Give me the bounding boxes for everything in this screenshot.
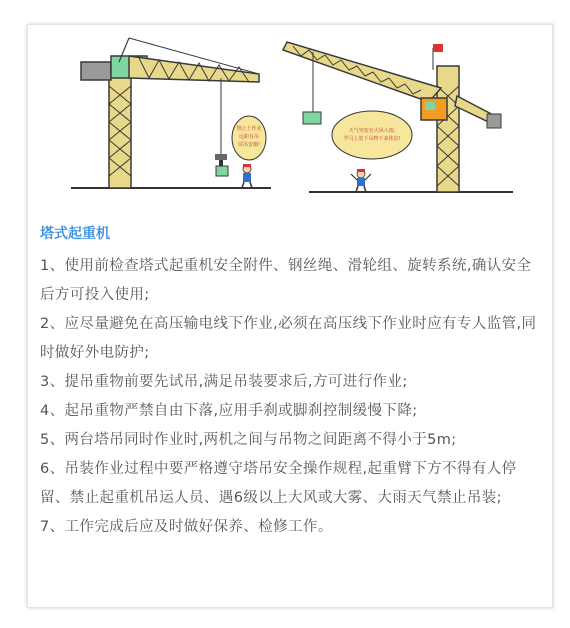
- svg-text:学马上放下吊物下来休息!: 学马上放下吊物下来休息!: [343, 136, 401, 142]
- safety-rules-list: [40, 252, 546, 542]
- rule-item: 7、工作完成后应及时做好保养、检修工作。: [40, 519, 333, 535]
- svg-text:远距有吊: 远距有吊: [238, 134, 260, 140]
- right-speech-bubble: [332, 111, 412, 159]
- left-speech-bubble: [232, 116, 266, 160]
- section-title: 塔式起重机: [40, 226, 110, 242]
- svg-text:试吊安徽!: 试吊安徽!: [237, 142, 261, 148]
- svg-text:禁止上作业: 禁止上作业: [236, 126, 262, 132]
- rule-item: 5、两台塔吊同时作业时,两机之间与吊物之间距离不得小于5m;: [40, 432, 457, 448]
- tower-crane-illustration: [69, 26, 513, 210]
- rule-item: 6、吊装作业过程中要严格遵守塔吊安全操作规程,起重臂下方不得有人停留、禁止起重机吊运人员、遇6级以上大风或大雾、大雨天气禁止吊装;: [40, 461, 517, 506]
- rule-item: 4、起吊重物严禁自由下落,应用手刹或脚刹控制缓慢下降;: [40, 403, 418, 419]
- svg-text:天气突变有大风大雨,: 天气突变有大风大雨,: [348, 128, 396, 134]
- rule-item: 1、使用前检查塔式起重机安全附件、钢丝绳、滑轮组、旋转系统,确认安全后方可投入使用;: [40, 258, 532, 303]
- left-crane-icon: [81, 38, 262, 188]
- rule-item: 3、提吊重物前要先试吊,满足吊装要求后,方可进行作业;: [40, 374, 408, 390]
- rule-item: 2、应尽量避免在高压输电线下作业,必须在高压线下作业时应有专人监管,同时做好外电防护;: [40, 316, 537, 361]
- article-card: [27, 24, 553, 608]
